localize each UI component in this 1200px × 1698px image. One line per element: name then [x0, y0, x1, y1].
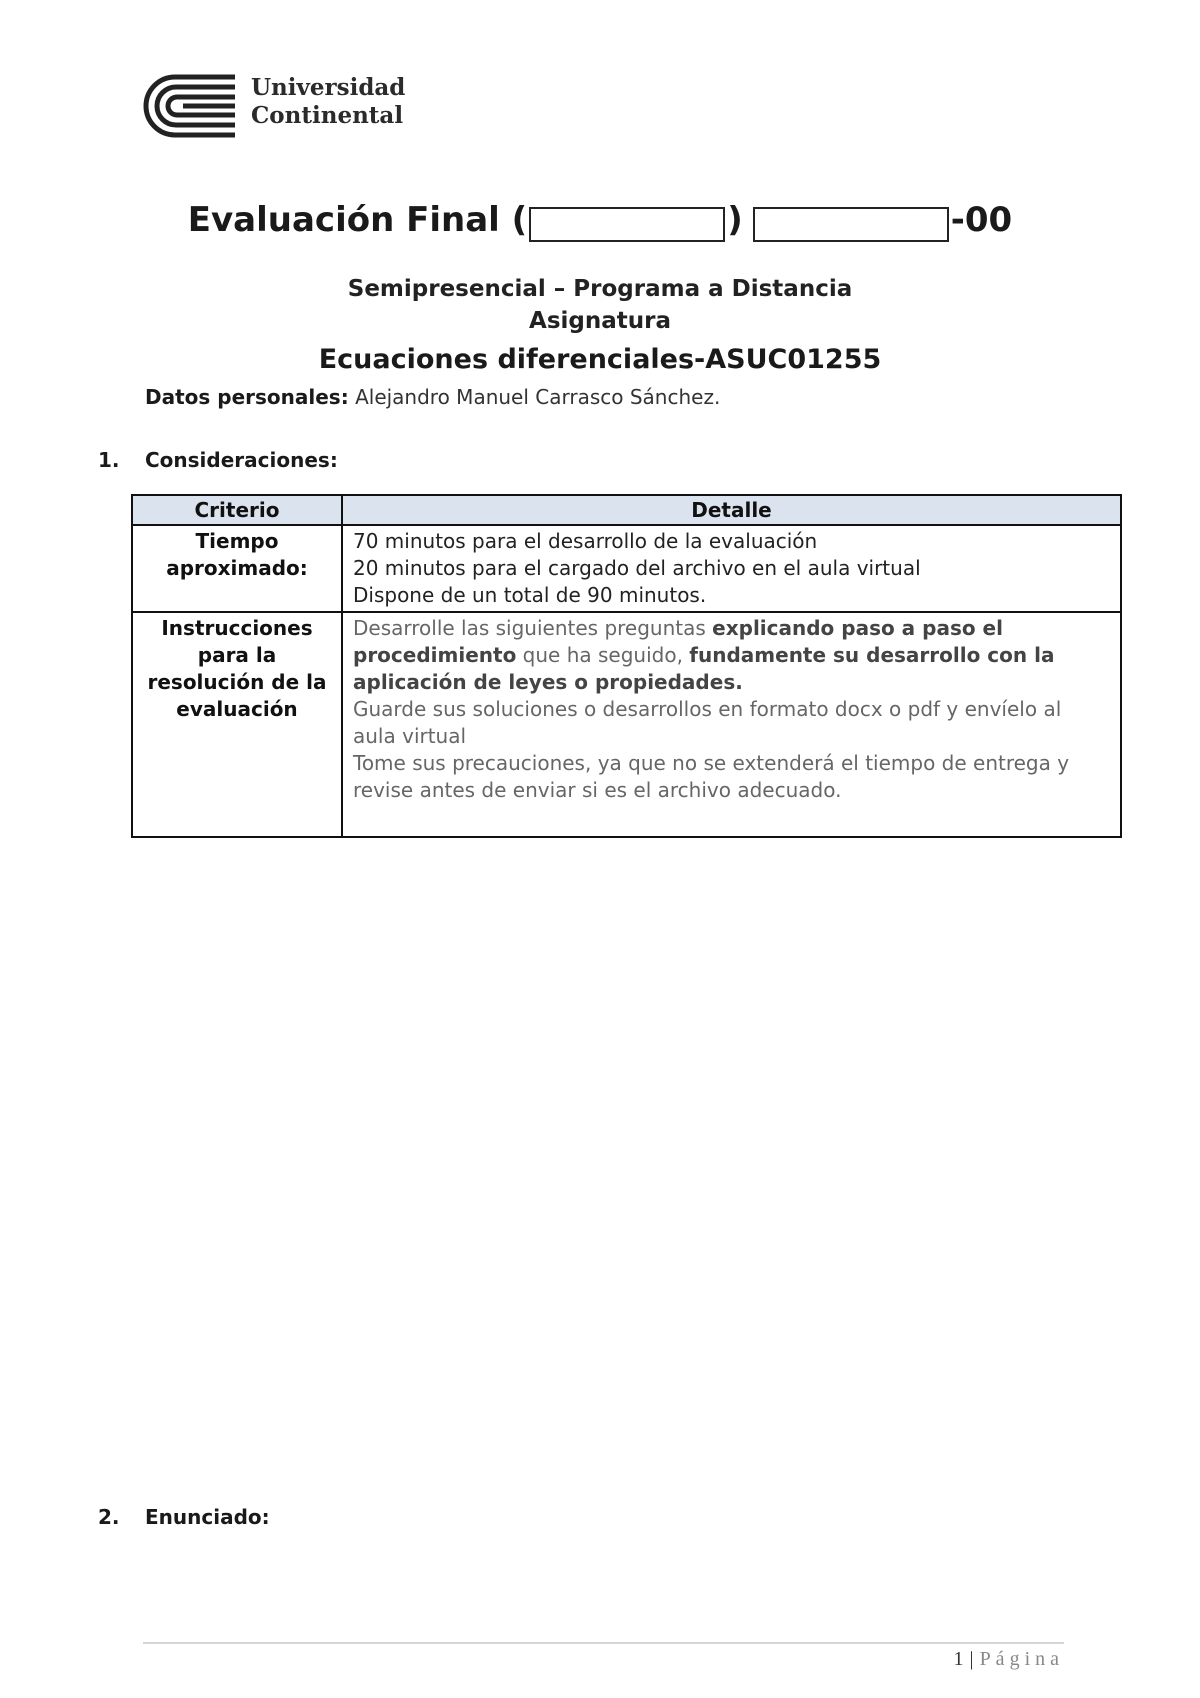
section-number: 2. — [98, 1505, 120, 1529]
section-number: 1. — [98, 448, 120, 472]
footer-divider — [143, 1642, 1064, 1644]
instruction-text: que ha seguido, — [516, 643, 690, 667]
detail-line: 20 minutos para el cargado del archivo en el aula virtual — [353, 556, 921, 580]
instruction-paragraph: Guarde sus soluciones o desarrollos en formato docx o pdf y envíelo al aula virtual — [353, 697, 1062, 748]
university-logo-icon — [143, 72, 239, 140]
detail-line: 70 minutos para el desarrollo de la evaluación — [353, 529, 818, 553]
page-label: Página — [979, 1648, 1064, 1670]
title-suffix: -00 — [950, 200, 1013, 240]
instruction-bold: explicando paso a paso el procedimiento — [353, 616, 1003, 667]
detail-line: Dispone de un total de 90 minutos. — [353, 583, 707, 607]
page-title — [0, 194, 1200, 246]
asignatura-label: Asignatura — [529, 308, 671, 334]
detalle-cell — [342, 612, 1121, 837]
instruction-bold: fundamente su desarrollo con la aplicación de leyes o propiedades. — [353, 643, 1055, 694]
detalle-cell — [342, 525, 1121, 612]
university-logo-text — [251, 74, 405, 130]
personal-data-value: Alejandro Manuel Carrasco Sánchez. — [355, 385, 721, 409]
university-logo — [143, 68, 406, 140]
title-blank-box-2 — [753, 207, 949, 242]
instruction-paragraph: Tome sus precauciones, ya que no se extenderá el tiempo de entrega y revise antes de enviar si es el archivo adecuado. — [353, 751, 1070, 802]
section-title: Enunciado: — [145, 1505, 270, 1529]
title-mid: ) — [727, 200, 743, 240]
logo-line1: Universidad — [251, 74, 406, 101]
table-row — [132, 525, 1121, 612]
table-row — [132, 612, 1121, 837]
criterio-cell: Instrucciones para la resolución de la evaluación — [132, 612, 342, 837]
instruction-text: Desarrolle las siguientes preguntas — [353, 616, 713, 640]
course-name: Ecuaciones diferenciales-ASUC01255 — [318, 344, 882, 375]
header-detalle: Detalle — [342, 495, 1121, 525]
considerations-table — [131, 494, 1122, 838]
title-prefix: Evaluación Final ( — [187, 200, 528, 240]
criterio-cell: Tiempo aproximado: — [132, 525, 342, 612]
personal-data — [145, 385, 720, 409]
personal-data-label: Datos personales: — [145, 385, 349, 409]
header-criterio: Criterio — [132, 495, 342, 525]
section-heading-1 — [98, 448, 338, 472]
subtitle: Semipresencial – Programa a Distancia — [347, 276, 853, 302]
section-heading-2 — [98, 1505, 270, 1529]
logo-line2: Continental — [251, 102, 404, 129]
footer-separator: | — [969, 1648, 974, 1670]
section-title: Consideraciones: — [145, 448, 338, 472]
table-header-row — [132, 495, 1121, 525]
page-footer — [954, 1648, 1064, 1671]
page-number: 1 — [953, 1648, 964, 1670]
instruction-paragraph — [353, 615, 1110, 696]
title-blank-box-1 — [529, 207, 725, 242]
